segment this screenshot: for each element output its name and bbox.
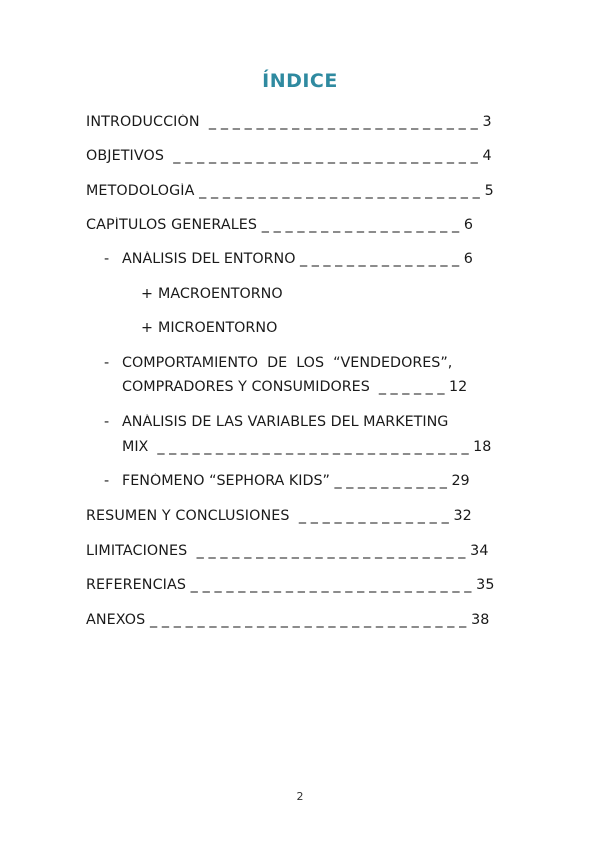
toc-entry-capitulos-generales[interactable]	[86, 217, 473, 233]
list-dash: -	[104, 355, 110, 371]
toc-entry-text-continued: COMPRADORES Y CONSUMIDORES _ _ _ _ _ _ 12	[122, 379, 468, 395]
toc-title: ÍNDICE	[262, 70, 338, 92]
toc-entry-macroentorno[interactable]	[86, 286, 512, 302]
toc-entry-text: CAPÍTULOS GENERALES _ _ _ _ _ _ _ _ _ _ _ _ _ _ _ _ _ 6	[86, 217, 474, 233]
toc-entry-text: MICROENTORNO	[158, 320, 278, 336]
list-plus: +	[141, 286, 153, 302]
toc-entry-marketing-mix[interactable]	[86, 414, 512, 458]
toc-entry-text: METODOLOGÍA _ _ _ _ _ _ _ _ _ _ _ _ _ _ _ _ _ _ _ _ _ _ _ _ 5	[86, 183, 494, 199]
toc-entry-metodologia[interactable]	[86, 183, 494, 199]
toc-entry-text: RESUMEN Y CONCLUSIONES _ _ _ _ _ _ _ _ _ _ _ _ _ 32	[86, 508, 472, 524]
toc-entry-referencias[interactable]	[86, 577, 495, 593]
list-dash: -	[104, 473, 110, 489]
toc-entry-text: FENÓMENO “SEPHORA KIDS” _ _ _ _ _ _ _ _ _ _ 29	[122, 473, 470, 489]
toc-entry-text-continued: MIX _ _ _ _ _ _ _ _ _ _ _ _ _ _ _ _ _ _ _ _ _ _ _ _ _ _ _ 18	[122, 439, 492, 455]
toc-entry-sephora-kids[interactable]	[86, 473, 512, 489]
toc-entry-introduccion[interactable]	[86, 114, 492, 130]
toc-entry-microentorno[interactable]	[86, 320, 512, 336]
page-number: 2	[296, 790, 304, 803]
toc-entry-text: ANEXOS _ _ _ _ _ _ _ _ _ _ _ _ _ _ _ _ _ _ _ _ _ _ _ _ _ _ _ 38	[86, 612, 490, 628]
toc-entry-limitaciones[interactable]	[86, 543, 489, 559]
toc-entry-objetivos[interactable]	[86, 148, 492, 164]
toc-entry-comportamiento[interactable]	[86, 355, 512, 399]
toc-entry-text: LIMITACIONES _ _ _ _ _ _ _ _ _ _ _ _ _ _ _ _ _ _ _ _ _ _ _ 34	[86, 543, 489, 559]
toc-entry-text: INTRODUCCIÓN _ _ _ _ _ _ _ _ _ _ _ _ _ _ _ _ _ _ _ _ _ _ _ 3	[86, 114, 492, 130]
toc-entry-text: OBJETIVOS _ _ _ _ _ _ _ _ _ _ _ _ _ _ _ _ _ _ _ _ _ _ _ _ _ _ 4	[86, 148, 492, 164]
toc-entry-anexos[interactable]	[86, 612, 489, 628]
toc-entry-resumen[interactable]	[86, 508, 472, 524]
list-dash: -	[104, 414, 110, 430]
toc-entry-text: MACROENTORNO	[158, 286, 283, 302]
toc-entry-text: ANÁLISIS DE LAS VARIABLES DEL MARKETING	[122, 414, 449, 430]
toc-entry-text: COMPORTAMIENTO DE LOS “VENDEDORES”,	[122, 355, 453, 371]
list-plus: +	[141, 320, 153, 336]
toc-entry-text: REFERENCIAS _ _ _ _ _ _ _ _ _ _ _ _ _ _ _ _ _ _ _ _ _ _ _ _ 35	[86, 577, 495, 593]
toc-entry-analisis-entorno[interactable]	[86, 251, 512, 267]
list-dash: -	[104, 251, 110, 267]
toc-entry-text: ANÁLISIS DEL ENTORNO _ _ _ _ _ _ _ _ _ _ _ _ _ _ 6	[122, 251, 473, 267]
